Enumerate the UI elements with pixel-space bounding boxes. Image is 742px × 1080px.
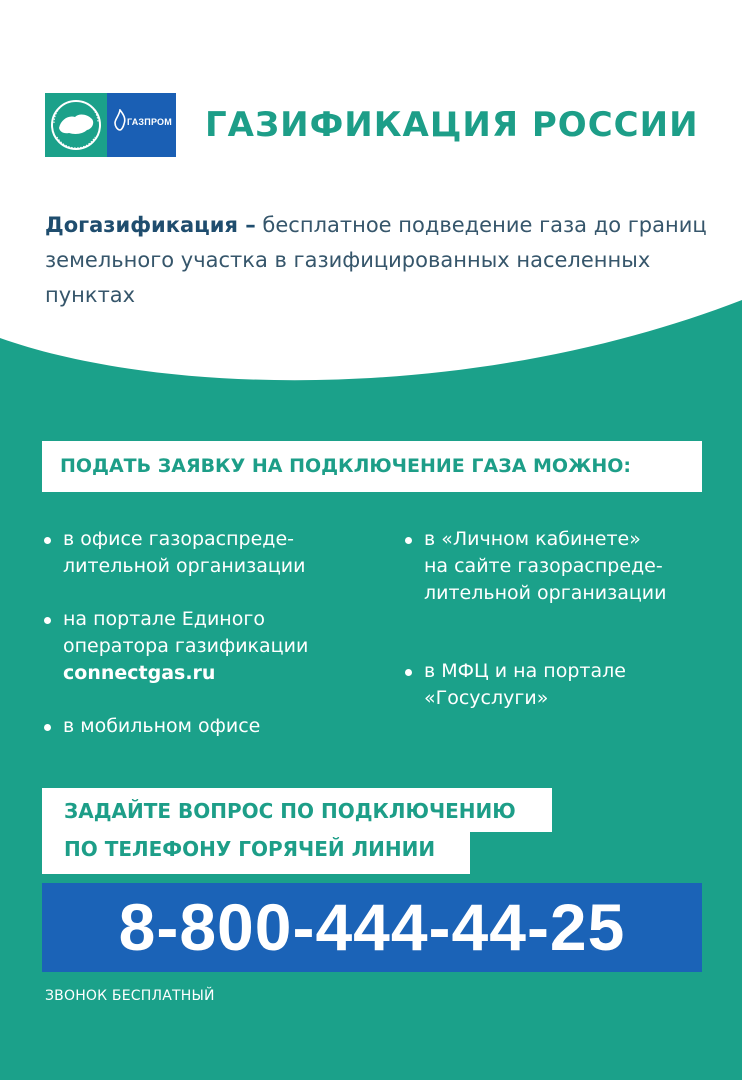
question-line-2: ПО ТЕЛЕФОНУ ГОРЯЧЕЙ ЛИНИИ	[42, 832, 470, 874]
list-item-text: в «Личном кабинете» на сайте газораспреде- лительной организации	[424, 528, 667, 604]
bullet-icon	[44, 724, 51, 731]
free-call-note: ЗВОНОК БЕСПЛАТНЫЙ	[45, 988, 215, 1004]
apply-heading: ПОДАТЬ ЗАЯВКУ НА ПОДКЛЮЧЕНИЕ ГАЗА МОЖНО:	[42, 441, 702, 492]
bullet-icon	[405, 537, 412, 544]
intro-text: бесплатное подведение газа до границ земельного участка в газифицированных населенных пунктах	[45, 213, 707, 307]
hotline-phone[interactable]: 8-800-444-44-25	[42, 883, 702, 972]
list-item	[42, 526, 372, 580]
question-line-1: ЗАДАЙТЕ ВОПРОС ПО ПОДКЛЮЧЕНИЮ	[42, 788, 552, 832]
apply-options-right	[403, 526, 723, 763]
flame-icon	[113, 109, 127, 131]
bullet-icon	[44, 617, 51, 624]
list-item	[403, 526, 723, 607]
bullet-icon	[405, 669, 412, 676]
question-heading	[42, 788, 552, 874]
list-item	[403, 658, 723, 712]
bullet-icon	[44, 537, 51, 544]
list-item-text: в офисе газораспреде- лительной организации	[63, 528, 306, 577]
intro-bold-term: Догазификация –	[45, 213, 256, 237]
gazprom-logo-text: ГАЗПРОМ	[127, 117, 172, 127]
gazprom-logo	[107, 93, 176, 157]
connectgas-link[interactable]: connectgas.ru	[63, 662, 216, 684]
gazification-logo	[45, 93, 107, 157]
list-item	[42, 713, 372, 740]
apply-options-left	[42, 526, 372, 766]
list-item-text: на портале Единого оператора газификации	[63, 608, 309, 657]
list-item	[42, 606, 372, 687]
list-item-text: в мобильном офисе	[63, 715, 261, 737]
russia-map-icon	[45, 93, 107, 157]
list-item-text: в МФЦ и на портале «Госуслуги»	[424, 660, 626, 709]
intro-paragraph	[45, 208, 715, 313]
page-title: ГАЗИФИКАЦИЯ РОССИИ	[205, 105, 699, 145]
